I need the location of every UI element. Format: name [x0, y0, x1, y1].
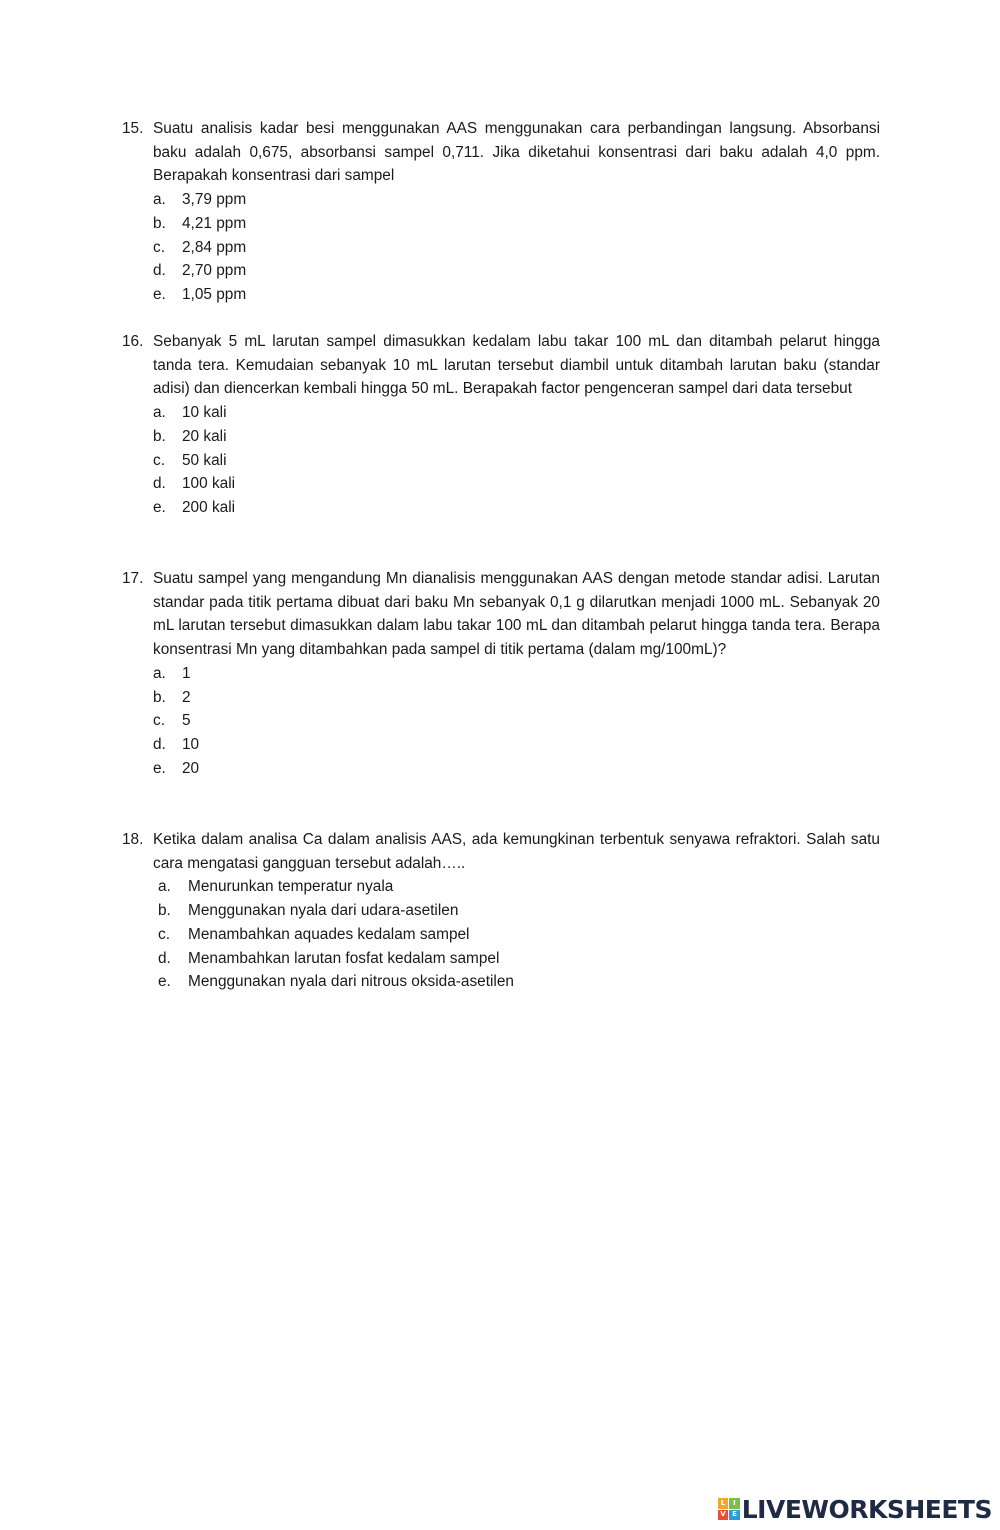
option-letter: c.: [158, 925, 170, 943]
option-text: 20: [182, 759, 200, 777]
option-text: 50 kali: [182, 451, 227, 469]
option-text: Menambahkan larutan fosfat kedalam sampel: [188, 949, 500, 967]
logo-tile-e: E: [729, 1510, 740, 1521]
question-18: [122, 828, 880, 994]
answer-option-e: [122, 970, 880, 994]
option-letter: d.: [153, 262, 166, 280]
option-letter: d.: [153, 475, 166, 493]
option-text: 2,84 ppm: [182, 238, 247, 256]
option-text: 10 kali: [182, 404, 227, 422]
answer-options: [122, 662, 880, 781]
option-text: Menggunakan nyala dari nitrous oksida-asetilen: [188, 973, 514, 991]
answer-option-c: [122, 923, 880, 947]
answer-option-d: [122, 472, 880, 496]
question-17: [122, 567, 880, 780]
answer-option-d: [122, 259, 880, 283]
answer-option-d: [122, 733, 880, 757]
option-letter: b.: [153, 214, 166, 232]
option-text: 200 kali: [182, 498, 236, 516]
answer-option-d: [122, 947, 880, 971]
option-letter: a.: [153, 404, 166, 422]
answer-option-b: [122, 686, 880, 710]
option-text: 10: [182, 735, 200, 753]
answer-option-c: [122, 236, 880, 260]
option-text: 2: [182, 688, 191, 706]
option-text: 4,21 ppm: [182, 214, 247, 232]
option-letter: b.: [158, 902, 171, 920]
option-text: 2,70 ppm: [182, 262, 247, 280]
option-text: 1,05 ppm: [182, 285, 247, 303]
answer-option-a: [122, 188, 880, 212]
option-letter: c.: [153, 238, 165, 256]
answer-option-a: [122, 401, 880, 425]
option-letter: a.: [153, 664, 166, 682]
question-number: 18.: [122, 831, 144, 848]
logo-icon: [718, 1498, 740, 1520]
option-text: 5: [182, 712, 191, 730]
question-number: 16.: [122, 333, 144, 350]
question-16: [122, 330, 880, 520]
answer-option-b: [122, 899, 880, 923]
logo-tile-i: I: [729, 1498, 740, 1509]
option-letter: e.: [158, 973, 171, 991]
option-letter: c.: [153, 451, 165, 469]
question-text: Suatu sampel yang mengandung Mn dianalisis menggunakan AAS dengan metode standar adisi. Larutan standar pada titik pertama dibuat dari baku Mn sebanyak 0,1 g dilarutkan menjadi 1000 mL. Sebanyak 20 mL larutan tersebut dimasukkan dalam labu takar 100 mL dan ditambah pelarut hingga tanda tera. Berapa konsentrasi Mn yang ditambahkan pada sampel di titik pertama (dalam mg/100mL)?: [153, 570, 880, 659]
answer-option-c: [122, 449, 880, 473]
option-letter: b.: [153, 427, 166, 445]
option-text: 100 kali: [182, 475, 236, 493]
option-text: 3,79 ppm: [182, 191, 247, 209]
answer-options: [122, 188, 880, 307]
answer-option-b: [122, 212, 880, 236]
option-letter: d.: [153, 735, 166, 753]
answer-option-e: [122, 757, 880, 781]
answer-options: [122, 875, 880, 994]
option-letter: c.: [153, 712, 165, 730]
answer-option-c: [122, 709, 880, 733]
liveworksheets-logo: [718, 1494, 992, 1524]
option-letter: a.: [153, 191, 166, 209]
option-letter: b.: [153, 688, 166, 706]
option-text: Menurunkan temperatur nyala: [188, 878, 394, 896]
answer-option-a: [122, 662, 880, 686]
option-letter: a.: [158, 878, 171, 896]
answer-option-a: [122, 875, 880, 899]
answer-options: [122, 401, 880, 520]
option-letter: e.: [153, 759, 166, 777]
option-text: 1: [182, 664, 191, 682]
question-text: Ketika dalam analisa Ca dalam analisis AAS, ada kemungkinan terbentuk senyawa refraktori. Salah satu cara mengatasi gangguan tersebut adalah…..: [153, 831, 880, 872]
option-text: Menggunakan nyala dari udara-asetilen: [188, 902, 459, 920]
brand-wordmark: LIVEWORKSHEETS: [741, 1494, 992, 1524]
question-text: Sebanyak 5 mL larutan sampel dimasukkan kedalam labu takar 100 mL dan ditambah pelarut hingga tanda tera. Kemudaian sebanyak 10 mL larutan tersebut diambil untuk ditambah larutan baku (standar adisi) dan diencerkan kembali hingga 50 mL. Berapakah factor pengenceran sampel dari data tersebut: [153, 333, 880, 398]
logo-tile-l: L: [718, 1498, 729, 1509]
answer-option-b: [122, 425, 880, 449]
option-text: Menambahkan aquades kedalam sampel: [188, 925, 470, 943]
question-text: Suatu analisis kadar besi menggunakan AAS menggunakan cara perbandingan langsung. Absorbansi baku adalah 0,675, absorbansi sampel 0,711. Jika diketahui konsentrasi dari baku adalah 4,0 ppm. Berapakah konsentrasi dari sampel: [153, 120, 880, 185]
option-letter: e.: [153, 498, 166, 516]
question-number: 15.: [122, 120, 144, 137]
option-letter: e.: [153, 285, 166, 303]
answer-option-e: [122, 283, 880, 307]
answer-option-e: [122, 496, 880, 520]
option-text: 20 kali: [182, 427, 227, 445]
logo-tile-v: V: [718, 1510, 729, 1521]
question-15: [122, 117, 880, 307]
option-letter: d.: [158, 949, 171, 967]
question-number: 17.: [122, 570, 144, 587]
